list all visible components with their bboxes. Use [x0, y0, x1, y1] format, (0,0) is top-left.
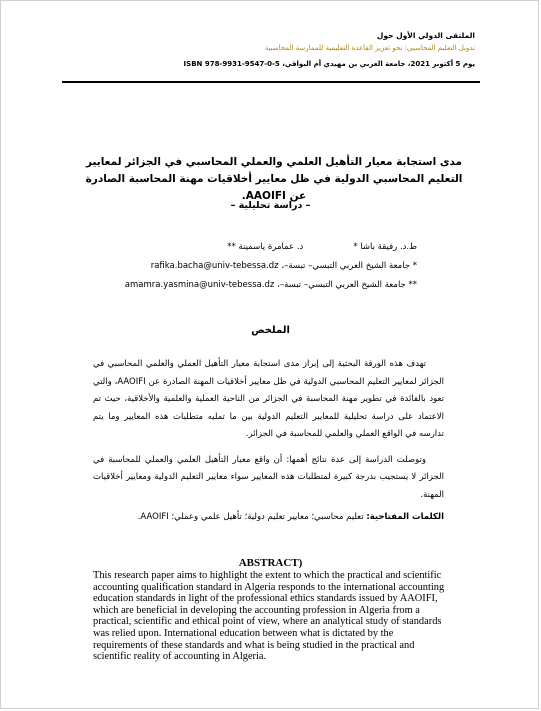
conference-theme: تدويل التعليم المحاسبي: نحو تعزيز القاعدة التعليمية للممارسة المحاسبية — [264, 44, 475, 52]
keywords — [93, 512, 444, 522]
abstract-en-heading: ABSTRACT) — [238, 557, 303, 569]
paper-subtitle: – دراسة تحليلية – — [230, 200, 311, 211]
abstract-ar-heading: الملخص — [251, 325, 290, 336]
keywords-text: تعليم محاسبي؛ معايير تعليم دولية؛ تأهيل علمي وعملي؛ AAOIFI. — [137, 512, 364, 522]
conference-header — [55, 30, 475, 71]
abstract-ar-paragraph-2: وتوصلت الدراسة إلى عدة نتائج أهمها: أن واقع معيار التأهيل العلمي والعملي للمحاسبة في الجزائر لا يستجيب بدرجة كبيرة لمتطلبات هذه المعايير سواء معايير التعليم الدولية ومعايير أخلاقيات المهنة. — [93, 454, 444, 500]
conference-meta: يوم 5 أكتوبر 2021، جامعة العربي بن مهيدي أم البواقي، ISBN 978-9931-9547-0-5 — [183, 60, 475, 68]
abstract-ar-paragraph-1: تهدف هذه الورقة البحثية إلى إبراز مدى استجابة معيار التأهيل العملي والعلمي المحاسبي في الجزائر لمعايير التعليم المحاسبي الدولية في ظل معايير أخلاقيات المهنة الصادرة عن AAOIFI، والتي تعود بالفائدة في تطوير مهنة المحاسبة في الجزائر من الناحية العملية والعلمية والأخلاقية، حيث تم الاعتماد على دراسة تحليلية للمعايير التعليم الدولية بين ما تمليه متطلبات هذه المعايير وما يتم تدارسه في الواقع العملي والعلمي للمحاسبة في الجزائر. — [93, 359, 444, 439]
affiliation-2: ** جامعة الشيخ العربي التبسي– تبسة–، amamra.yasmina@univ-tebessa.dz — [124, 280, 417, 290]
author-2: د. عمامرة ياسمينة ** — [227, 242, 304, 252]
affiliation-1: * جامعة الشيخ العربي التبسي– تبسة–، rafika.bacha@univ-tebessa.dz — [150, 261, 417, 271]
authors — [227, 242, 417, 252]
keywords-label: الكلمات المفتاحية: — [366, 512, 444, 522]
author-1: ط.د. رفيقة باشا * — [353, 242, 417, 252]
conference-name: الملتقى الدولي الأول حول — [376, 31, 475, 40]
abstract-ar — [93, 356, 444, 512]
header-rule — [62, 81, 480, 83]
abstract-en-text: This research paper aims to highlight the extent to which the practical and scientific accounting qualification standard in Algeria responds to the international accounting education standards in light of the professional ethics standards issued by AAOIFI, which are beneficial in developing the accounting profession in Algeria from a practical, scientific and ethical point of view, where an analytical study of standards was relied upon. International education between what is dictated by the requirements of these standards and what is being studied in the practical and scientific reality of accounting in Algeria. — [93, 570, 445, 663]
paper-title: مدى استجابة معيار التأهيل العلمي والعملي المحاسبي في الجزائر لمعايير التعليم المحاسبي الدولية في ظل معايير أخلاقيات مهنة المحاسبة الصادرة عن AAOIFI. — [85, 156, 463, 202]
